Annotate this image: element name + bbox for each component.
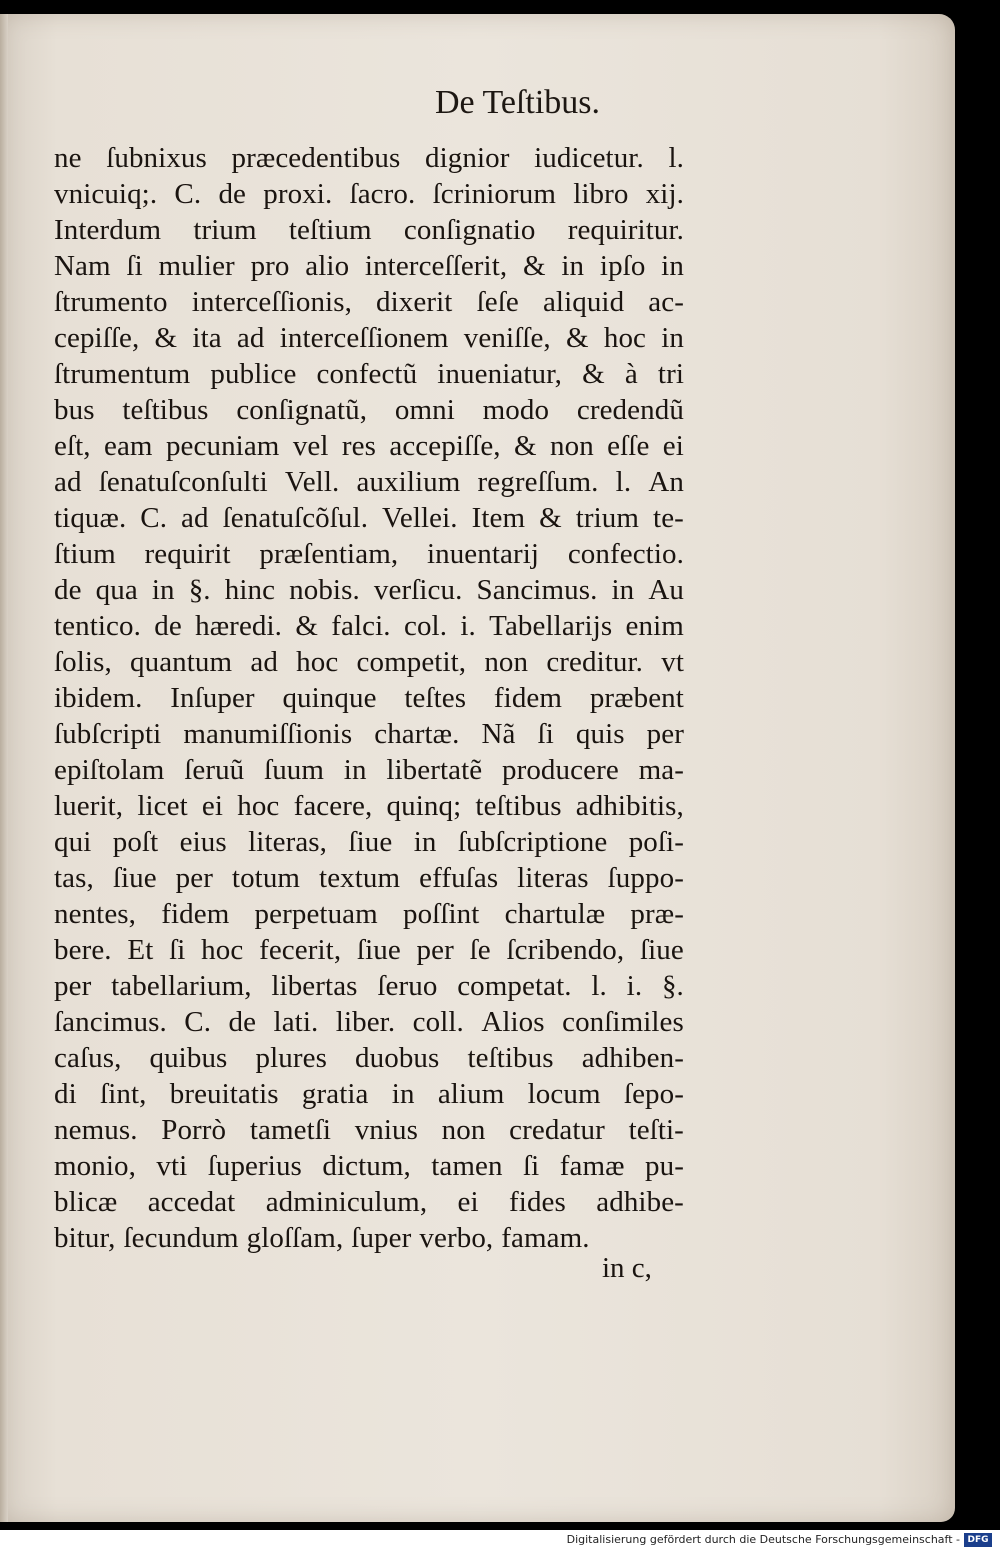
- text-line: tiquæ. C. ad ſenatuſcõſul. Vellei. Item & trium te-: [54, 502, 684, 534]
- text-line: eſt, eam pecuniam vel res accepiſſe, & non eſſe ei: [54, 430, 684, 462]
- text-line: tentico. de hæredi. & falci. col. i. Tabellarijs enim: [54, 610, 684, 642]
- text-line: Interdum trium teſtium conſignatio requiritur.: [54, 214, 684, 246]
- text-line: bus teſtibus conſignatũ, omni modo credendũ: [54, 394, 684, 426]
- text-line: tas, ſiue per totum textum effuſas literas ſuppo-: [54, 862, 684, 894]
- text-line: ſubſcripti manumiſſionis chartæ. Nã ſi quis per: [54, 718, 684, 750]
- text-line: bitur, ſecundum gloſſam, ſuper verbo, famam.: [54, 1222, 590, 1254]
- text-line: ibidem. Inſuper quinque teſtes fidem præbent: [54, 682, 684, 714]
- text-line: Nam ſi mulier pro alio interceſſerit, & in ipſo in: [54, 250, 684, 282]
- text-line: caſus, quibus plures duobus teſtibus adhiben-: [54, 1042, 684, 1074]
- text-line: blicæ accedat adminiculum, ei fides adhibe-: [54, 1186, 684, 1218]
- text-line: ad ſenatuſconſulti Vell. auxilium regreſſum. l. An: [54, 466, 684, 498]
- text-line: ſolis, quantum ad hoc competit, non creditur. vt: [54, 646, 684, 678]
- text-line: luerit, licet ei hoc facere, quinq; teſtibus adhibitis,: [54, 790, 684, 822]
- text-line: ſtium requirit præſentiam, inuentarij confectio.: [54, 538, 684, 570]
- text-line: cepiſſe, & ita ad interceſſionem veniſſe, & hoc in: [54, 322, 684, 354]
- text-line: nentes, fidem perpetuam poſſint chartulæ præ-: [54, 898, 684, 930]
- footer-bar: [0, 1530, 1000, 1550]
- text-line: ſancimus. C. de lati. liber. coll. Alios conſimiles: [54, 1006, 684, 1038]
- body-text-block: [54, 140, 684, 1256]
- text-line: de qua in §. hinc nobis. verſicu. Sancimus. in Au: [54, 574, 684, 606]
- text-line: bere. Et ſi hoc fecerit, ſiue per ſe ſcribendo, ſiue: [54, 934, 684, 966]
- text-line: ſtrumento interceſſionis, dixerit ſeſe aliquid ac-: [54, 286, 684, 318]
- text-line: qui poſt eius literas, ſiue in ſubſcriptione poſi-: [54, 826, 684, 858]
- funding-credit: Digitalisierung gefördert durch die Deutsche Forschungsgemeinschaft -: [566, 1533, 960, 1546]
- text-line: per tabellarium, libertas ſeruo competat. l. i. §.: [54, 970, 684, 1002]
- text-line: di ſint, breuitatis gratia in alium locum ſepo-: [54, 1078, 684, 1110]
- text-line: ne ſubnixus præcedentibus dignior iudicetur. l.: [54, 142, 684, 174]
- catchword: in c,: [602, 1252, 652, 1284]
- text-line: monio, vti ſuperius dictum, tamen ſi famæ pu-: [54, 1150, 684, 1182]
- dfg-logo-icon: DFG: [964, 1533, 992, 1547]
- text-line: nemus. Porrò tametſi vnius non credatur teſti-: [54, 1114, 684, 1146]
- text-line: ſtrumentum publice confectũ inueniatur, & à tri: [54, 358, 684, 390]
- running-head: De Teſtibus.: [434, 84, 601, 121]
- page-gutter-edge: [0, 14, 8, 1522]
- text-line: vnicuiq;. C. de proxi. ſacro. ſcriniorum libro xij.: [54, 178, 684, 210]
- text-line: epiſtolam ſeruũ ſuum in libertatẽ producere ma-: [54, 754, 684, 786]
